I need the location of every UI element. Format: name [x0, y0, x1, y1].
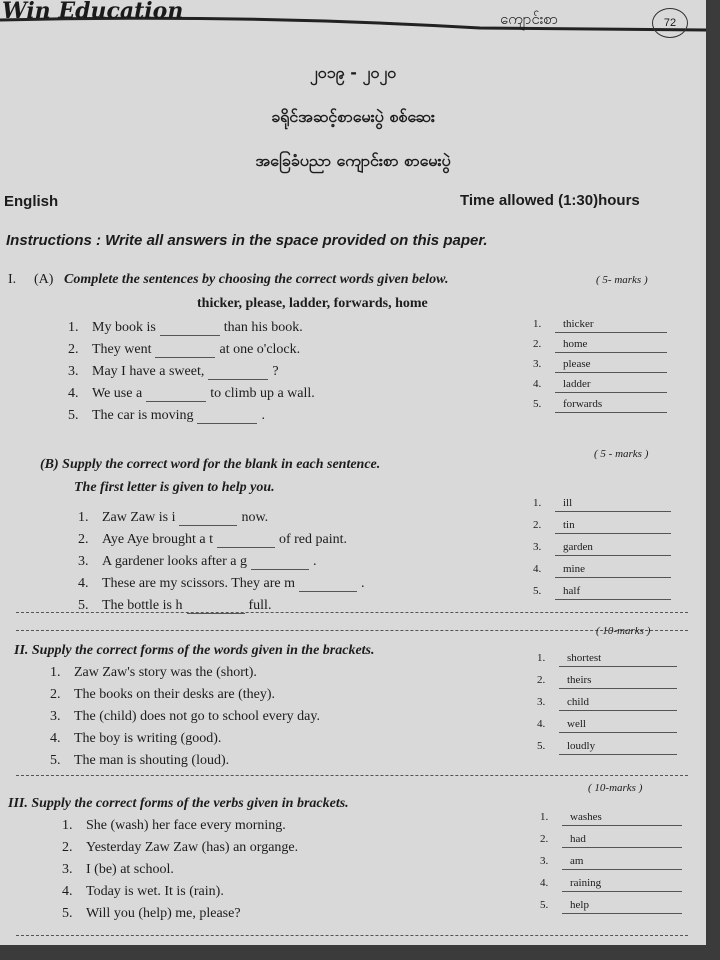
- section2-title: II. Supply the correct forms of the words given in the brackets.: [14, 643, 375, 658]
- question-text: Yesterday Zaw Zaw (has) an organge.: [86, 840, 299, 855]
- answer-text: tin: [563, 519, 575, 531]
- answer-line: [555, 599, 671, 600]
- question-number: 5.: [62, 906, 73, 921]
- answer-line: [555, 332, 667, 333]
- answer-line: [559, 754, 677, 755]
- answer-number: 3.: [537, 696, 546, 708]
- answer-number: 4.: [537, 718, 546, 730]
- question-text: Will you (help) me, please?: [86, 906, 241, 921]
- question-number: 4.: [50, 731, 61, 746]
- question-text: The man is shouting (loud).: [74, 753, 230, 768]
- answer-text: home: [563, 338, 588, 350]
- answer-text: thicker: [563, 318, 594, 330]
- burmese-heading-line3: အခြေခံပညာ ကျောင်းစာ စာမေးပွဲ: [255, 151, 451, 170]
- divider: [16, 935, 688, 936]
- question-text-end: full.: [248, 598, 272, 613]
- answer-number: 3.: [533, 541, 542, 553]
- answer-text: had: [570, 833, 586, 845]
- answer-number: 4.: [533, 563, 542, 575]
- answer-number: 4.: [533, 378, 542, 390]
- answer-line: [559, 710, 677, 711]
- answer-text: half: [563, 585, 581, 597]
- blank-line: [208, 379, 268, 380]
- section1a-label: (A): [34, 272, 54, 287]
- burmese-heading-line1: ၂၀၁၉ - ၂၀၂၀: [309, 63, 397, 82]
- answer-number: 2.: [540, 833, 549, 845]
- section2-marks: ( 10-marks ): [596, 625, 651, 637]
- question-text: Today is wet. It is (rain).: [86, 884, 224, 899]
- question-text: The boy is writing (good).: [74, 731, 222, 746]
- question-number: 4.: [62, 884, 73, 899]
- answer-text: loudly: [567, 740, 596, 752]
- question-text-end: .: [313, 554, 317, 569]
- question-text: Zaw Zaw's story was the (short).: [74, 665, 257, 680]
- answer-line: [555, 412, 667, 413]
- blank-line: [197, 423, 257, 424]
- question-text-end: at one o'clock.: [219, 342, 301, 357]
- answer-number: 1.: [537, 652, 546, 664]
- answer-text: please: [563, 358, 591, 370]
- question-number: 1.: [68, 320, 79, 335]
- blank-line: [251, 569, 309, 570]
- answer-line: [555, 555, 671, 556]
- answer-line: [555, 511, 671, 512]
- answer-text: theirs: [567, 674, 592, 686]
- answer-line: [562, 869, 682, 870]
- answer-text: child: [567, 696, 589, 708]
- section1a-title: Complete the sentences by choosing the correct words given below.: [64, 272, 449, 287]
- answer-line: [562, 913, 682, 914]
- question-number: 2.: [62, 840, 73, 855]
- answer-number: 5.: [533, 585, 542, 597]
- answer-number: 5.: [533, 398, 542, 410]
- answer-text: raining: [570, 877, 602, 889]
- answer-number: 2.: [537, 674, 546, 686]
- instructions: Instructions : Write all answers in the space provided on this paper.: [6, 232, 488, 249]
- answer-text: ill: [563, 497, 573, 509]
- answer-number: 1.: [533, 318, 542, 330]
- answer-number: 4.: [540, 877, 549, 889]
- logo: Win Education: [2, 0, 184, 24]
- question-text: My book is: [92, 320, 156, 335]
- question-number: 1.: [50, 665, 61, 680]
- question-number: 3.: [68, 364, 79, 379]
- question-text: Zaw Zaw is i: [102, 510, 176, 525]
- answer-text: ladder: [563, 378, 591, 390]
- question-text-end: ?: [272, 364, 279, 379]
- word-bank: thicker, please, ladder, forwards, home: [197, 296, 428, 311]
- question-number: 4.: [78, 576, 89, 591]
- section1b-title: (B) Supply the correct word for the blank in each sentence.: [40, 457, 381, 472]
- question-number: 2.: [78, 532, 89, 547]
- question-text: She (wash) her face every morning.: [86, 818, 286, 833]
- question-text: The bottle is h: [102, 598, 183, 613]
- question-text-end: than his book.: [223, 320, 303, 335]
- question-number: 1.: [62, 818, 73, 833]
- question-text-end: .: [360, 576, 365, 591]
- question-text: They went: [92, 342, 152, 357]
- answer-text: forwards: [563, 398, 603, 410]
- answer-text: shortest: [567, 652, 602, 664]
- blank-line: [179, 525, 237, 526]
- blank-line: [146, 401, 206, 402]
- section1a-marks: ( 5- marks ): [596, 274, 648, 286]
- divider: [16, 630, 688, 631]
- question-text: The books on their desks are (they).: [74, 687, 275, 702]
- answer-line: [559, 666, 677, 667]
- question-number: 5.: [68, 408, 79, 423]
- answer-number: 1.: [540, 811, 549, 823]
- section3-title: III. Supply the correct forms of the verbs given in brackets.: [8, 796, 349, 811]
- blank-line: [187, 613, 245, 614]
- question-text-end: now.: [241, 510, 269, 525]
- section3-marks: ( 10-marks ): [588, 782, 643, 794]
- question-text: A gardener looks after a g: [102, 554, 247, 569]
- answer-text: am: [570, 855, 584, 867]
- page-number: 72: [652, 8, 688, 38]
- question-text: We use a: [92, 386, 143, 401]
- question-text-end: of red paint.: [278, 532, 347, 547]
- subject-label: English: [4, 193, 59, 210]
- blank-line: [155, 357, 215, 358]
- section1b-subtitle: The first letter is given to help you.: [74, 480, 275, 495]
- question-number: 4.: [68, 386, 79, 401]
- question-number: 2.: [68, 342, 79, 357]
- question-text: The (child) does not go to school every day.: [74, 709, 320, 724]
- page-title: ကျောင်းစာ: [500, 10, 559, 28]
- question-text: I (be) at school.: [86, 862, 174, 877]
- answer-number: 5.: [540, 899, 549, 911]
- question-text: These are my scissors. They are m: [102, 576, 295, 591]
- question-number: 2.: [50, 687, 61, 702]
- answer-line: [562, 825, 682, 826]
- blank-line: [217, 547, 275, 548]
- answer-line: [555, 577, 671, 578]
- answer-text: mine: [563, 563, 585, 575]
- question-number: 5.: [78, 598, 89, 613]
- answer-number: 2.: [533, 338, 542, 350]
- answer-text: garden: [563, 541, 593, 553]
- answer-line: [559, 688, 677, 689]
- answer-number: 1.: [533, 497, 542, 509]
- question-number: 1.: [78, 510, 89, 525]
- answer-number: 2.: [533, 519, 542, 531]
- question-text: Aye Aye brought a t: [102, 532, 213, 547]
- section1b-marks: ( 5 - marks ): [594, 448, 649, 460]
- section1-number: I.: [8, 272, 17, 287]
- question-number: 3.: [62, 862, 73, 877]
- answer-line: [562, 847, 682, 848]
- burmese-heading-line2: ခရိုင်အဆင့်စာမေးပွဲ စစ်ဆေး: [271, 107, 435, 126]
- answer-line: [555, 533, 671, 534]
- blank-line: [160, 335, 220, 336]
- question-text-end: .: [261, 408, 265, 423]
- question-number: 3.: [78, 554, 89, 569]
- divider: [16, 775, 688, 776]
- answer-number: 3.: [540, 855, 549, 867]
- answer-text: help: [570, 899, 589, 911]
- answer-line: [555, 372, 667, 373]
- question-text-end: to climb up a wall.: [210, 386, 315, 401]
- answer-line: [559, 732, 677, 733]
- question-text: May I have a sweet,: [92, 364, 205, 379]
- answer-text: washes: [570, 811, 602, 823]
- answer-line: [555, 392, 667, 393]
- time-allowed: Time allowed (1:30)hours: [460, 192, 640, 209]
- answer-number: 5.: [537, 740, 546, 752]
- answer-line: [562, 891, 682, 892]
- question-number: 3.: [50, 709, 61, 724]
- answer-text: well: [567, 718, 586, 730]
- answer-line: [555, 352, 667, 353]
- question-text: The car is moving: [92, 408, 194, 423]
- blank-line: [299, 591, 357, 592]
- question-number: 5.: [50, 753, 61, 768]
- answer-number: 3.: [533, 358, 542, 370]
